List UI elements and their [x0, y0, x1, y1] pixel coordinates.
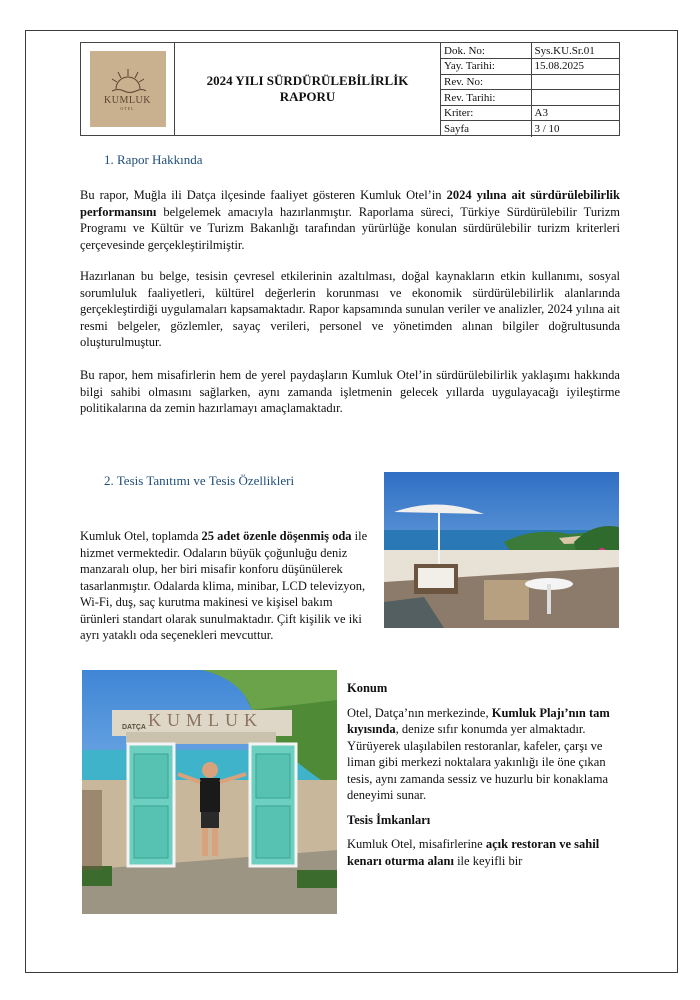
meta-row — [441, 43, 619, 59]
meta-key: Rev. No: — [441, 74, 531, 90]
meta-value — [531, 90, 619, 106]
meta-value: 15.08.2025 — [531, 59, 619, 75]
meta-row — [441, 74, 619, 90]
section-heading-report-about: 1. Rapor Hakkında — [104, 152, 203, 167]
meta-key: Sayfa — [441, 121, 531, 137]
bold-text: açık restoran ve sahil kenarı oturma alanı — [347, 837, 600, 868]
meta-key: Yay. Tarihi: — [441, 59, 531, 75]
facilities-text — [347, 836, 622, 869]
text-run: Bu rapor, Muğla ili Datça ilçesinde faaliyet gösteren Kumluk Otel’in — [80, 188, 447, 202]
meta-row — [441, 121, 619, 137]
meta-key: Dok. No: — [441, 43, 531, 59]
bold-text: 2024 yılına ait sürdürülebilirlik performansını — [80, 188, 620, 219]
meta-value: Sys.KU.Sr.01 — [531, 43, 619, 59]
rooms-description — [80, 528, 370, 644]
text-run: Kumluk Otel, toplamda — [80, 529, 202, 543]
document-meta — [441, 43, 619, 135]
location-facilities-column — [347, 680, 622, 877]
title-line2: RAPORU — [279, 89, 336, 104]
entrance-gate-photo — [82, 670, 337, 914]
meta-row — [441, 105, 619, 121]
logo-cell — [81, 43, 175, 135]
text-run: Kumluk Otel, misafirlerine — [347, 837, 486, 851]
text-run: belgelemek amacıyla hazırlanmıştır. Raporlama süreci, Türkiye Sürdürülebilir Turizm Programı ve Kültür ve Turizm Bakanlığı tarafından yürürlüğe konulan sürdürülebilir turizm kriterleri çerçevesinde gerçekleştirilmiştir. — [80, 204, 620, 252]
kumluk-logo — [90, 51, 166, 127]
gate-sign: KUMLUK — [148, 710, 263, 730]
subheading-location: Konum — [347, 681, 388, 695]
gate-sign-sub: DATÇA — [122, 724, 146, 731]
logo-text: KUMLUK — [104, 95, 151, 106]
location-text — [347, 705, 622, 804]
document-header — [80, 42, 620, 136]
meta-row — [441, 59, 619, 75]
text-run: ile hizmet vermektedir. Odaların büyük çoğunluğu deniz manzaralı olup, her biri misafir konforu düşünülerek tasarlanmıştır. Odalarda klima, minibar, LCD televizyon, Wi-Fi, duş, saç kurutma makinesi ve kişisel bakım ürünleri standart olarak sunulmaktadır. Çift kişilik ve iki ayrı yataklı oda seçenekleri mevcuttur. — [80, 529, 368, 642]
terrace-photo — [384, 472, 619, 628]
paragraph-scope: Hazırlanan bu belge, tesisin çevresel etkilerinin azaltılması, doğal kaynakların etkin kullanımı, sosyal sorumluluk faaliyetleri, kültürel değerlerin korunması ve ekonomik sürdürülebilirlik alanlarında gerçekleştirdiği uygulamaları kapsamaktadır. Rapor kapsamında sunulan veriler ve analizler, 2024 yılına ait resmi belgeler, gözlemler, sayaç verileri, personel ve yönetimden alınan bilgiler doğrultusunda oluşturulmuştur. — [80, 269, 620, 349]
subheading-facilities: Tesis İmkanları — [347, 812, 431, 827]
paragraph-intro — [80, 187, 620, 253]
meta-key: Rev. Tarihi: — [441, 90, 531, 106]
logo-subtext: OTEL — [120, 106, 135, 111]
meta-value: A3 — [531, 105, 619, 121]
text-run: ile keyifli bir — [453, 853, 523, 868]
title-line1: 2024 YILI SÜRDÜRÜLEBİLİRLİK — [206, 73, 409, 88]
paragraph-purpose: Bu rapor, hem misafirlerin hem de yerel paydaşların Kumluk Otel’in sürdürülebilirlik yaklaşımı hakkında bilgi sahibi olmasını sağlarken, aynı zamanda işletmenin gelecek yıllarda uygulayacağı iyileştirme politikalarına da zemin hazırlamayı amaçlamaktadır. — [80, 368, 620, 415]
meta-row — [441, 90, 619, 106]
report-title — [175, 43, 441, 135]
text-run: , denize sıfır konumda yer almaktadır. Yürüyerek ulaşılabilen restoranlar, kafeler, çarşı ve liman gibi merkezi noktalara yakınlığı ile öne çıkan tesis, aynı zamanda sessiz ve huzurlu bir konaklama deneyimi sunar. — [347, 722, 609, 802]
bold-text: 25 adet özenle döşenmiş oda — [201, 529, 352, 543]
meta-value — [531, 74, 619, 90]
meta-key: Kriter: — [441, 105, 531, 121]
section-heading-facility: 2. Tesis Tanıtımı ve Tesis Özellikleri — [104, 473, 295, 488]
text-run: Otel, Datça’nın merkezinde, — [347, 705, 492, 720]
bold-text: Kumluk Plajı’nın tam kıyısında — [347, 705, 610, 736]
sun-icon — [108, 67, 148, 93]
meta-value: 3 / 10 — [534, 123, 560, 136]
